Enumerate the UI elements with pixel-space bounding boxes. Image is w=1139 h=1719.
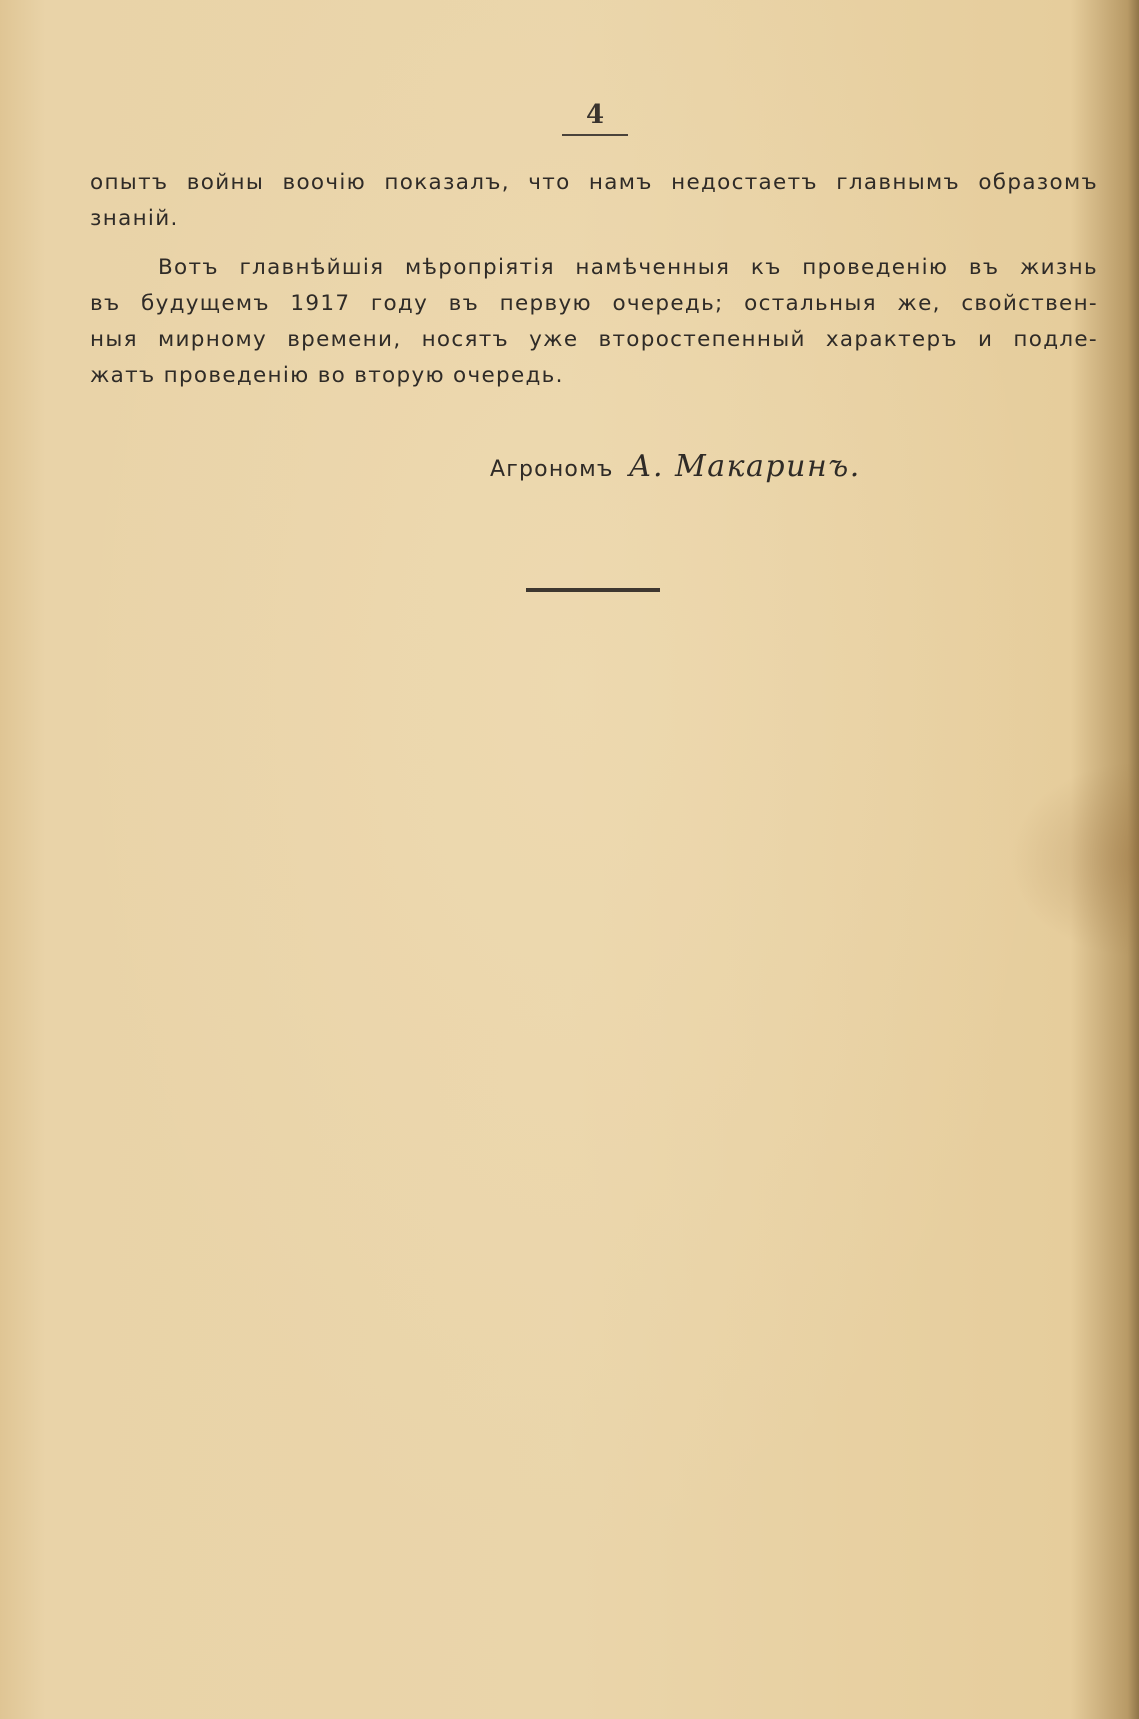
text-line: знаній. bbox=[90, 206, 179, 231]
closing-rule bbox=[526, 588, 660, 592]
paragraph-2 bbox=[90, 250, 1098, 394]
page-number: 4 bbox=[585, 100, 605, 130]
paragraph-1 bbox=[90, 165, 1098, 237]
signature bbox=[490, 449, 861, 484]
text-line: Вотъ главнѣйшія мѣропріятія намѣченныя къ проведенію въ жизнь bbox=[158, 255, 1098, 280]
text-line: опытъ войны воочію показалъ, что намъ недостаетъ главнымъ образомъ bbox=[90, 170, 1098, 195]
page-number-block bbox=[560, 100, 630, 136]
text-line: ныя мирному времени, носятъ уже второстепенный характеръ и подле- bbox=[90, 327, 1098, 352]
text-line: въ будущемъ 1917 году въ первую очередь; остальныя же, свойствен- bbox=[90, 291, 1098, 316]
signature-role: Агрономъ bbox=[490, 457, 614, 482]
signature-name: А. Макаринъ. bbox=[628, 449, 861, 484]
page-number-underline bbox=[562, 134, 628, 136]
text-line: жатъ проведенію во вторую очередь. bbox=[90, 363, 564, 388]
